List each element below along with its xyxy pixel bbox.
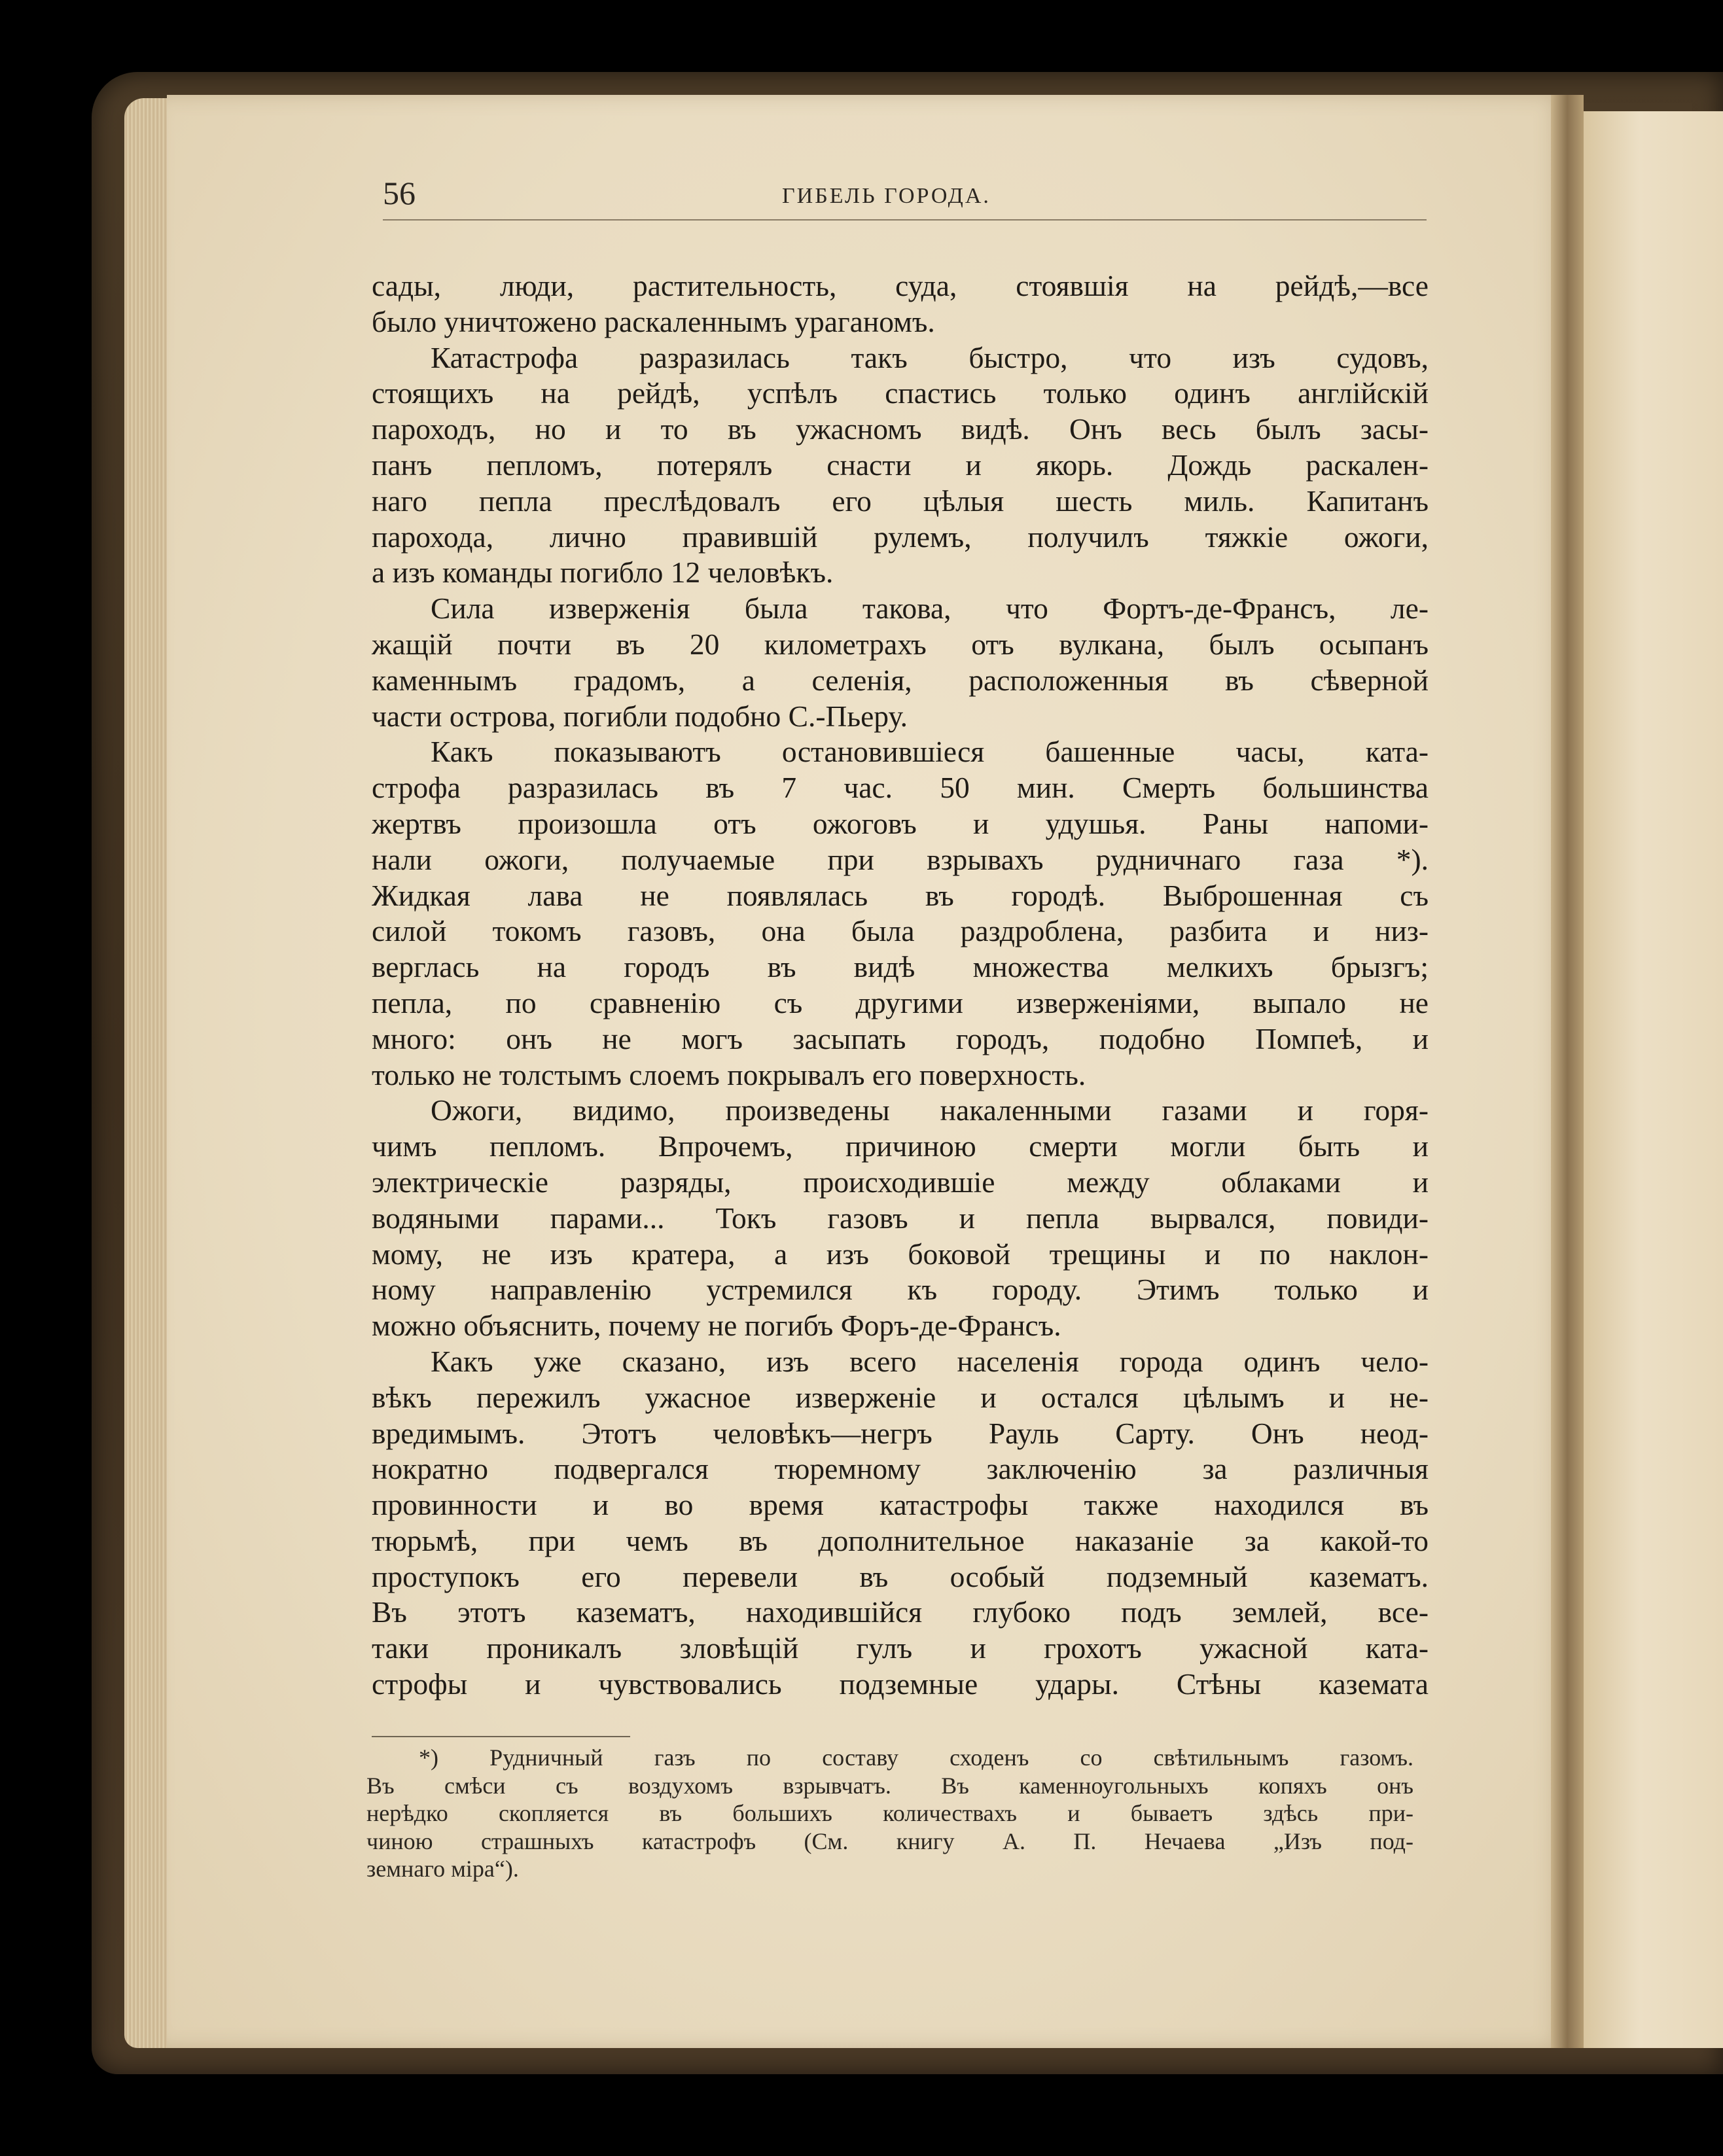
footnote-line: чиною страшныхъ катастрофъ (См. книгу А. П. Нечаева „Изъ под- [366,1828,1413,1854]
text-line: жертвъ произошла отъ ожоговъ и удушья. Раны напоми- [372,806,1429,840]
text-line: только не толстымъ слоемъ покрывалъ его поверхность. [372,1057,1086,1091]
facing-page-edge [1584,111,1723,2048]
text-line: чимъ пепломъ. Впрочемъ, причиною смерти могли быть и [372,1129,1429,1163]
text-line: нали ожоги, получаемые при взрывахъ рудничнаго газа *). [372,842,1429,876]
text-line: можно объяснить, почему не погибъ Форъ-де-Франсъ. [372,1309,1061,1343]
text-line: наго пепла преслѣдовалъ его цѣлыя шесть миль. Капитанъ [372,484,1429,518]
text-line: сады, люди, растительность, суда, стоявшія на рейдѣ,—все [372,269,1429,302]
text-line: мому, не изъ кратера, а изъ боковой трещины и по наклон- [372,1237,1429,1271]
text-line: стоящихъ на рейдѣ, успѣлъ спастись только одинъ англійскій [372,376,1429,410]
text-line: верглась на городъ въ видѣ множества мелкихъ брызгъ; [372,950,1429,984]
text-line: вредимымъ. Этотъ человѣкъ—негръ Рауль Сарту. Онъ неод- [372,1416,1429,1450]
text-line: Ожоги, видимо, произведены накаленными газами и горя- [431,1093,1429,1127]
page-header [383,167,1427,221]
text-line: силой токомъ газовъ, она была раздроблена, разбита и низ- [372,914,1429,948]
text-line: а изъ команды погибло 12 человѣкъ. [372,556,834,590]
text-line: Какъ показываютъ остановившіеся башенные часы, ката- [431,735,1429,769]
text-line: Какъ уже сказано, изъ всего населенія города одинъ чело- [431,1344,1429,1378]
text-line: провинности и во время катастрофы также находился въ [372,1488,1429,1522]
text-line: пепла, по сравненію съ другими изверженіями, выпало не [372,985,1429,1019]
text-line: много: онъ не могъ засыпать городъ, подобно Помпеѣ, и [372,1021,1429,1055]
text-line: части острова, погибли подобно С.-Пьеру. [372,699,908,733]
footnote [366,1744,1413,1883]
footnote-divider [372,1736,630,1737]
text-line: ному направленію устремился къ городу. Этимъ только и [372,1273,1429,1307]
text-line: Жидкая лава не появлялась въ городѣ. Выброшенная съ [372,878,1429,912]
text-line: панъ пепломъ, потерялъ снасти и якорь. Дождь раскален- [372,448,1429,482]
text-line: Катастрофа разразилась такъ быстро, что изъ судовъ, [431,340,1429,374]
book-gutter [1551,95,1584,2048]
footnote-line: нерѣдко скопляется въ большихъ количествахъ и бываетъ здѣсь при- [366,1800,1413,1826]
text-line: тюрьмѣ, при чемъ въ дополнительное наказаніе за какой-то [372,1523,1429,1557]
text-line: электрическіе разряды, происходившіе между облаками и [372,1165,1429,1199]
body-text [372,268,1429,1703]
text-line: строфы и чувствовались подземные удары. Стѣны каземата [372,1667,1429,1701]
footnote-line: *) Рудничный газъ по составу сходенъ со свѣтильнымъ газомъ. [419,1744,1413,1771]
text-line: Въ этотъ казематъ, находившійся глубоко подъ землей, все- [372,1595,1429,1629]
text-line: было уничтожено раскаленнымъ ураганомъ. [372,304,935,338]
text-line: парохода, лично правившій рулемъ, получилъ тяжкіе ожоги, [372,520,1429,554]
text-line: жащій почти въ 20 километрахъ отъ вулкана, былъ осыпанъ [372,627,1429,661]
text-line: вѣкъ пережилъ ужасное изверженіе и остался цѣлымъ и не- [372,1380,1429,1414]
text-line: строфа разразилась въ 7 час. 50 мин. Смерть большинства [372,771,1429,805]
text-line: каменнымъ градомъ, а селенія, расположенныя въ сѣверной [372,663,1429,697]
text-line: водяными парами... Токъ газовъ и пепла вырвался, повиди- [372,1201,1429,1235]
text-line: таки проникалъ зловѣщій гулъ и грохотъ ужасной ката- [372,1631,1429,1665]
page-number: 56 [383,175,416,211]
text-line: нократно подвергался тюремному заключенію за различныя [372,1452,1429,1486]
text-line: проступокъ его перевели въ особый подземный казематъ. [372,1559,1429,1593]
text-line: пароходъ, но и то въ ужасномъ видѣ. Онъ весь былъ засы- [372,412,1429,446]
running-title: ГИБЕЛЬ ГОРОДА. [782,184,991,208]
footnote-line: Въ смѣси съ воздухомъ взрывчатъ. Въ каменноугольныхъ копяхъ онъ [366,1772,1413,1799]
footnote-line: земнаго міра“). [366,1856,519,1882]
text-line: Сила изверженія была такова, что Фортъ-де-Франсъ, ле- [431,592,1429,626]
